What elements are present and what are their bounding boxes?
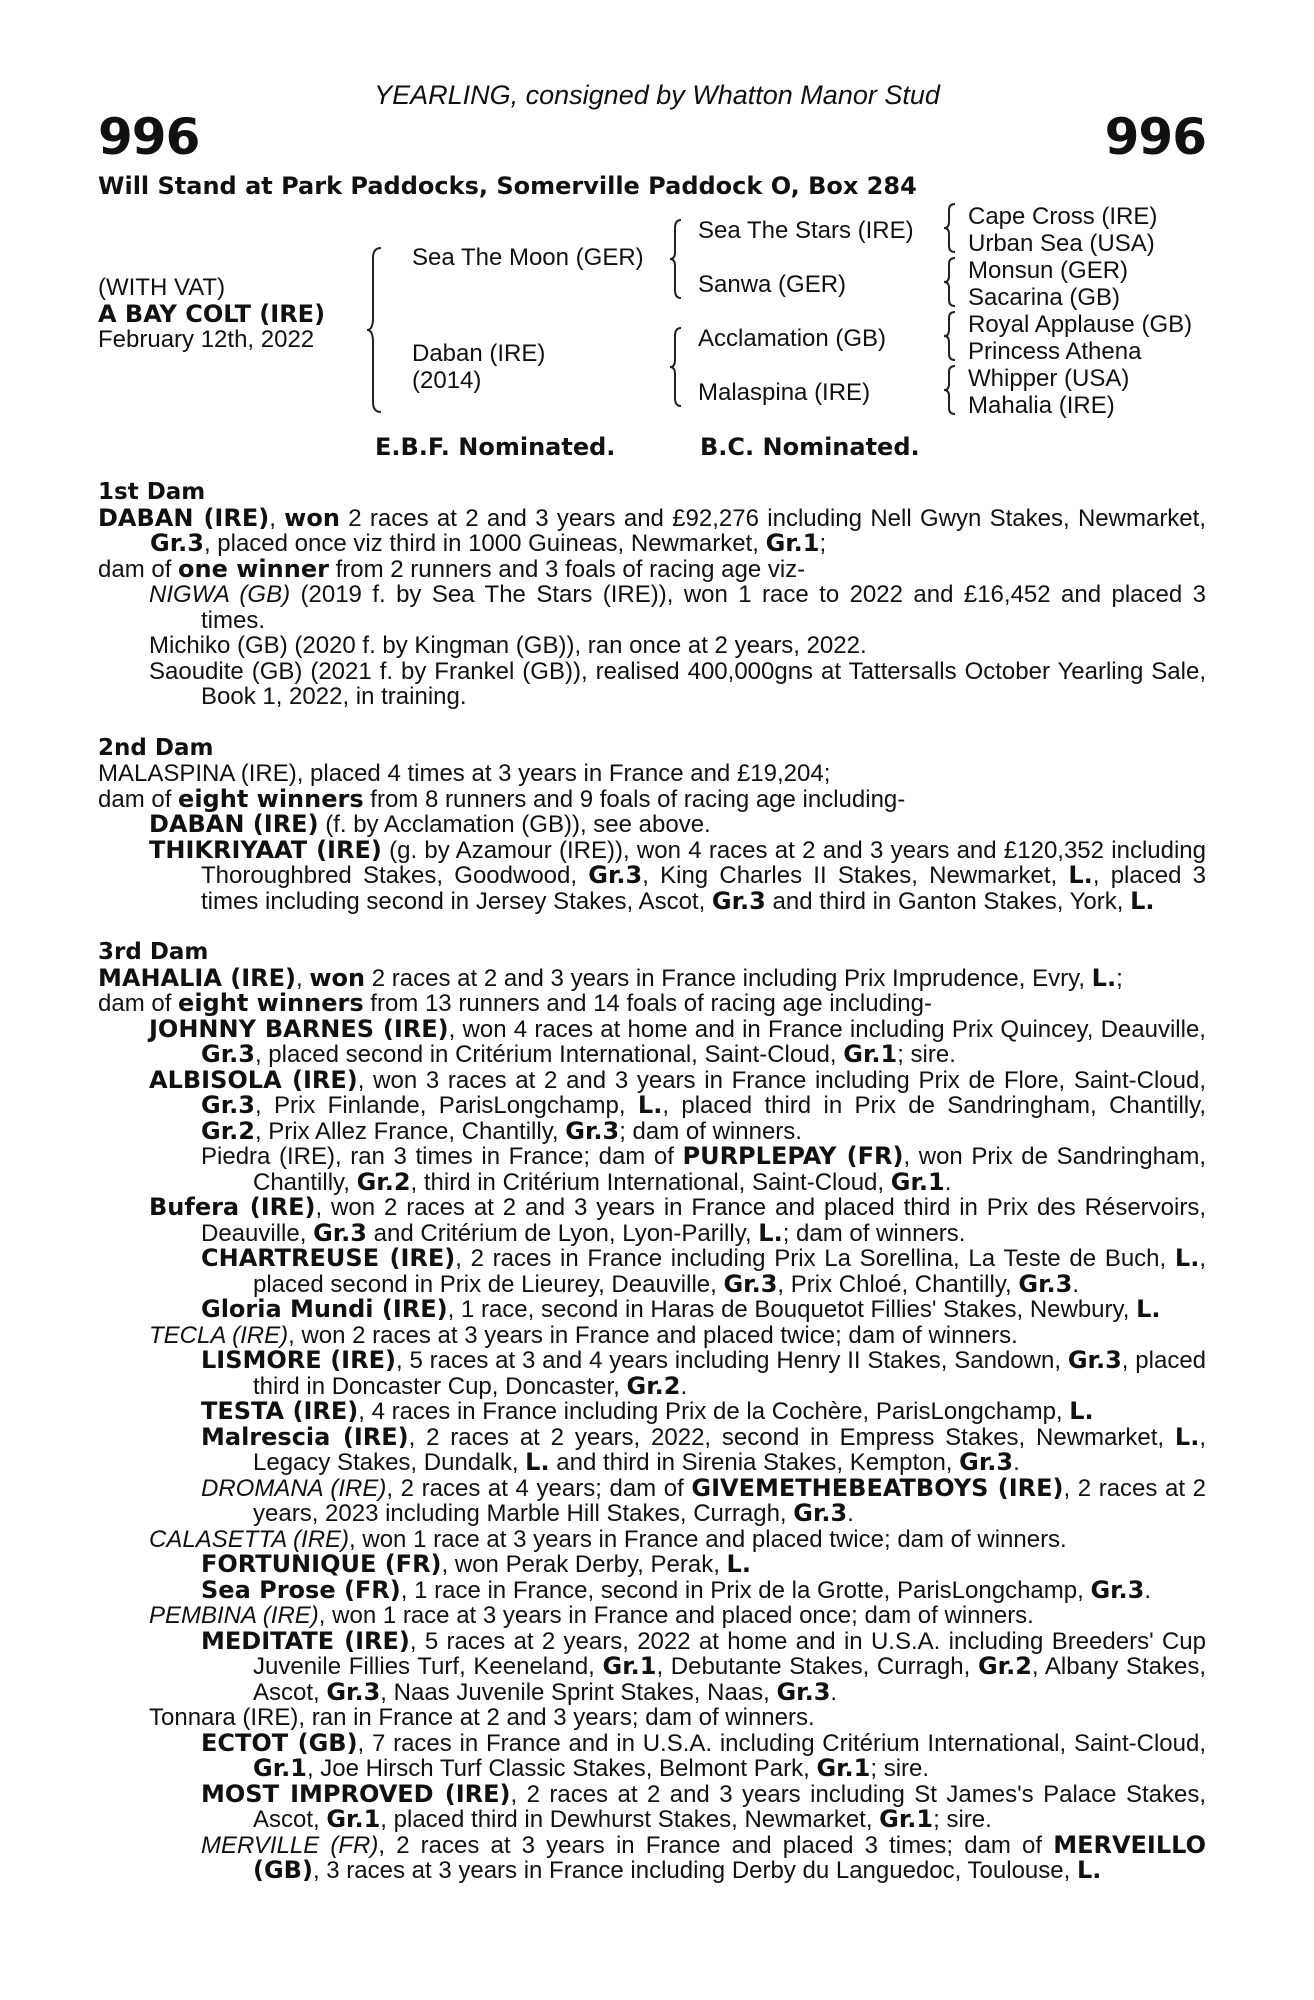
- brace-sire: [668, 218, 684, 300]
- brace-dam: [668, 326, 684, 408]
- catalogue-body: [98, 480, 1206, 1884]
- produce-gloria-mundi: Gloria Mundi (IRE), 1 race, second in Haras de Bouquetot Fillies' Stakes, Newbury, L.: [201, 1295, 1161, 1323]
- produce-thikriyaat: THIKRIYAAT (IRE) (g. by Azamour (IRE)), won 4 races at 2 and 3 years and £120,352 including Thoroughbred Stakes, Goodwood, Gr.3, King Charles II Stakes, Newmarket, L., placed 3 times including second in Jersey Stakes, Ascot, Gr.3 and third in Ganton Stakes, York, L.: [149, 835, 1207, 915]
- gen3-6: Princess Athena: [968, 338, 1142, 365]
- produce-testa: TESTA (IRE), 4 races in France including Prix de la Cochère, ParisLongchamp, L.: [201, 1397, 1094, 1425]
- brace-main: [365, 246, 385, 414]
- second-dam-entry: MALASPINA (IRE), placed 4 times at 3 years in France and £19,204;: [98, 760, 831, 787]
- produce-tonnara: Tonnara (IRE), ran in France at 2 and 3 years; dam of winners.: [149, 1704, 815, 1731]
- brace-g3: [942, 310, 958, 362]
- produce-bufera: Bufera (IRE), won 2 races at 2 and 3 years in France and placed third in Prix des Réservoirs, Deauville, Gr.3 and Critérium de Lyon, Lyon-Parilly, L.; dam of winners.: [149, 1193, 1206, 1247]
- produce-meditate: MEDITATE (IRE), 5 races at 2 years, 2022 at home and in U.S.A. including Breeders' Cup Juvenile Fillies Turf, Keeneland, Gr.1, Debutante Stakes, Curragh, Gr.2, Albany Stakes, Ascot, Gr.3, Naas Juvenile Sprint Stakes, Naas, Gr.3.: [201, 1626, 1207, 1706]
- produce-merville: MERVILLE (FR), 2 races at 3 years in France and placed 3 times; dam of MERVEILLO (GB), 3 races at 3 years in France including Derby du Languedoc, Toulouse, L.: [201, 1830, 1206, 1884]
- produce-tecla: TECLA (IRE), won 2 races at 3 years in France and placed twice; dam of winners.: [149, 1321, 1018, 1349]
- produce-ectot: ECTOT (GB), 7 races in France and in U.S.A. including Critérium International, Saint-Cloud, Gr.1, Joe Hirsch Turf Classic Stakes, Belmont Park, Gr.1; sire.: [201, 1728, 1207, 1782]
- stand-location: Will Stand at Park Paddocks, Somerville Paddock O, Box 284: [98, 172, 917, 200]
- brace-g1: [942, 202, 958, 254]
- lot-number-left: 996: [98, 108, 200, 166]
- bc-nominated: B.C. Nominated.: [700, 433, 920, 461]
- gen3-4: Sacarina (GB): [968, 284, 1121, 311]
- dam: Daban (IRE): [412, 340, 546, 367]
- brace-g2: [942, 256, 958, 308]
- sire: Sea The Moon (GER): [412, 244, 644, 271]
- second-dam-heading: 2nd Dam: [98, 734, 214, 761]
- produce-pembina: PEMBINA (IRE), won 1 race at 3 years in France and placed once; dam of winners.: [149, 1602, 1034, 1629]
- gen3-8: Mahalia (IRE): [968, 392, 1115, 419]
- gen3-3: Monsun (GER): [968, 257, 1129, 284]
- first-dam-entry: DABAN (IRE), won 2 races at 2 and 3 years and £92,276 including Nell Gwyn Stakes, Newmarket, Gr.3, placed once viz third in 1000 Guineas, Newmarket, Gr.1;: [98, 503, 1206, 557]
- produce-fortunique: FORTUNIQUE (FR), won Perak Derby, Perak, L.: [201, 1550, 751, 1578]
- produce-chartreuse: CHARTREUSE (IRE), 2 races in France including Prix La Sorellina, La Teste de Buch, L., placed second in Prix de Lieurey, Deauville, Gr.3, Prix Chloé, Chantilly, Gr.3.: [201, 1244, 1206, 1298]
- produce-sea-prose: Sea Prose (FR), 1 race in France, second in Prix de la Grotte, ParisLongchamp, Gr.3.: [201, 1575, 1152, 1604]
- produce-nigwa: NIGWA (GB) (2019 f. by Sea The Stars (IRE)), won 1 race to 2022 and £16,452 and placed 3 times.: [149, 581, 1206, 634]
- third-dam-produce-intro: dam of eight winners from 13 runners and 14 foals of racing age including-: [98, 989, 932, 1017]
- first-dam-produce-intro: dam of one winner from 2 runners and 3 foals of racing age viz-: [98, 554, 806, 583]
- consignor-line: YEARLING, consigned by Whatton Manor Stud: [374, 80, 940, 110]
- gen3-2: Urban Sea (USA): [968, 230, 1155, 257]
- produce-lismore: LISMORE (IRE), 5 races at 3 and 4 years including Henry II Stakes, Sandown, Gr.3, placed third in Doncaster Cup, Doncaster, Gr.2.: [201, 1346, 1207, 1400]
- sire-dam: Sanwa (GER): [698, 271, 847, 298]
- dam-year: (2014): [412, 367, 482, 394]
- lot-number-right: 996: [1104, 108, 1206, 166]
- produce-johnny-barnes: JOHNNY BARNES (IRE), won 4 races at home and in France including Prix Quincey, Deauville, Gr.3, placed second in Critérium International, Saint-Cloud, Gr.1; sire.: [149, 1014, 1206, 1068]
- third-dam-heading: 3rd Dam: [98, 939, 209, 965]
- horse-name: DABAN (IRE): [98, 503, 270, 532]
- produce-albisola: ALBISOLA (IRE), won 3 races at 2 and 3 years in France including Prix de Flore, Saint-Cloud, Gr.3, Prix Finlande, ParisLongchamp, L., placed third in Prix de Sandringham, Chantilly, Gr.2, Prix Allez France, Chantilly, Gr.3; dam of winners.: [149, 1065, 1207, 1145]
- ebf-nominated: E.B.F. Nominated.: [375, 433, 616, 461]
- foaling-date: February 12th, 2022: [98, 326, 315, 353]
- vat-note: (WITH VAT): [98, 274, 226, 301]
- dam-dam: Malaspina (IRE): [698, 379, 871, 406]
- dam-sire: Acclamation (GB): [698, 325, 887, 352]
- produce-daban: DABAN (IRE) (f. by Acclamation (GB)), see above.: [149, 810, 711, 838]
- produce-dromana: DROMANA (IRE), 2 races at 4 years; dam of GIVEMETHEBEATBOYS (IRE), 2 races at 2 years, 2023 including Marble Hill Stakes, Curragh, Gr.3.: [201, 1473, 1206, 1527]
- gen3-1: Cape Cross (IRE): [968, 203, 1158, 230]
- brace-g4: [942, 364, 958, 416]
- produce-calasetta: CALASETTA (IRE), won 1 race at 3 years in France and placed twice; dam of winners.: [149, 1525, 1067, 1553]
- colt-name: A BAY COLT (IRE): [98, 300, 326, 328]
- produce-most-improved: MOST IMPROVED (IRE), 2 races at 2 and 3 years including St James's Palace Stakes, Ascot, Gr.1, placed third in Dewhurst Stakes, Newmarket, Gr.1; sire.: [201, 1779, 1206, 1833]
- gen3-5: Royal Applause (GB): [968, 311, 1193, 338]
- won-label: won: [284, 503, 340, 532]
- third-dam-entry: MAHALIA (IRE), won 2 races at 2 and 3 years in France including Prix Imprudence, Evry, L.;: [98, 963, 1123, 992]
- gen3-7: Whipper (USA): [968, 365, 1130, 392]
- produce-michiko: Michiko (GB) (2020 f. by Kingman (GB)), ran once at 2 years, 2022.: [149, 632, 867, 659]
- sire-sire: Sea The Stars (IRE): [698, 217, 914, 244]
- produce-saoudite: Saoudite (GB) (2021 f. by Frankel (GB)), realised 400,000gns at Tattersalls October Yearling Sale, Book 1, 2022, in training.: [149, 657, 1206, 710]
- produce-piedra: Piedra (IRE), ran 3 times in France; dam of PURPLEPAY (FR), won Prix de Sandringham, Chantilly, Gr.2, third in Critérium International, Saint-Cloud, Gr.1.: [201, 1142, 1207, 1196]
- second-dam-produce-intro: dam of eight winners from 8 runners and 9 foals of racing age including-: [98, 784, 906, 813]
- produce-malrescia: Malrescia (IRE), 2 races at 2 years, 2022, second in Empress Stakes, Newmarket, L., Legacy Stakes, Dundalk, L. and third in Sirenia Stakes, Kempton, Gr.3.: [201, 1422, 1207, 1476]
- first-dam-heading: 1st Dam: [98, 479, 206, 505]
